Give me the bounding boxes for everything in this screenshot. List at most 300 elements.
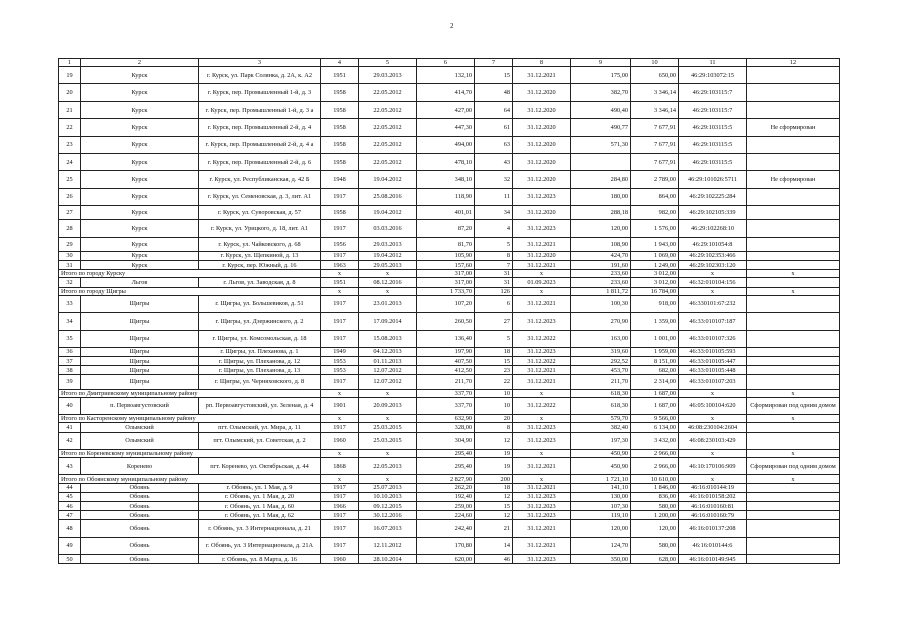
cell-note <box>747 520 840 537</box>
cell-deadline: 31.12.2021 <box>513 375 571 389</box>
cell-deadline: 31.12.2020 <box>513 251 571 260</box>
cell-year: 1958 <box>321 84 359 101</box>
cell-area: 170,80 <box>417 537 475 554</box>
cell-note <box>747 206 840 220</box>
table-row <box>59 220 840 237</box>
cell-deadline: 31.12.2022 <box>513 397 571 414</box>
cell-locality: Курск <box>81 220 199 237</box>
cell-cadastral: 46:16:010149:945 <box>679 555 747 564</box>
cell-residents: 12 <box>475 511 513 520</box>
cell-land-area: 3 012,00 <box>631 278 679 287</box>
cell-area: 337,70 <box>417 397 475 414</box>
cell-locality: Курск <box>81 237 199 251</box>
cell-date: 17.09.2014 <box>359 313 417 330</box>
cell-number: 33 <box>59 295 81 312</box>
cell-residents: 14 <box>475 537 513 554</box>
table-row <box>59 492 840 501</box>
cell-year: 1917 <box>321 511 359 520</box>
cell-living-area: 124,70 <box>571 537 631 554</box>
cell-year: 1951 <box>321 278 359 287</box>
cell-date: 12.07.2012 <box>359 375 417 389</box>
cell-cadastral: 46:32:010104:156 <box>679 278 747 287</box>
cell-deadline: 31.12.2021 <box>513 295 571 312</box>
cell-locality: Щигры <box>81 295 199 312</box>
cell-living-area: 288,18 <box>571 206 631 220</box>
cell-note <box>747 101 840 118</box>
table-row <box>59 423 840 432</box>
cell-address: г. Щигры, ул. Черняховского, д. 8 <box>199 375 321 389</box>
cell-year: x <box>321 449 359 457</box>
cell-cadastral: 46:29:103115:7 <box>679 84 747 101</box>
cell-deadline: x <box>513 475 571 483</box>
cell-number: 25 <box>59 171 81 188</box>
cell-residents: 48 <box>475 84 513 101</box>
cell-residents: 15 <box>475 67 513 84</box>
cell-year: 1917 <box>321 251 359 260</box>
column-number: 6 <box>417 59 475 67</box>
cell-land-area: 1 846,00 <box>631 483 679 492</box>
cell-living-area: 180,00 <box>571 188 631 205</box>
cell-deadline: 31.12.2021 <box>513 67 571 84</box>
cell-date: x <box>359 475 417 483</box>
cell-number: 23 <box>59 136 81 153</box>
cell-year: 1963 <box>321 260 359 269</box>
cell-cadastral: 46:16:010137:208 <box>679 520 747 537</box>
cell-date: 22.05.2012 <box>359 101 417 118</box>
cell-address: пгт. Коренево, ул. Октябрьская, д. 44 <box>199 458 321 475</box>
cell-living-area: 319,60 <box>571 347 631 356</box>
cell-cadastral: 46:29:102268:10 <box>679 220 747 237</box>
column-number: 8 <box>513 59 571 67</box>
cell-address: г. Обоянь, ул. 8 Марта, д. 16 <box>199 555 321 564</box>
cell-land-area: 864,00 <box>631 188 679 205</box>
cell-living-area: 382,40 <box>571 423 631 432</box>
cell-residents: 18 <box>475 347 513 356</box>
table-row <box>59 67 840 84</box>
cell-number: 41 <box>59 423 81 432</box>
cell-number: 47 <box>59 511 81 520</box>
table-row <box>59 432 840 449</box>
cell-year: x <box>321 475 359 483</box>
cell-land-area: 3 346,14 <box>631 101 679 118</box>
cell-locality: Щигры <box>81 357 199 366</box>
cell-area: 118,90 <box>417 188 475 205</box>
cell-area: 107,20 <box>417 295 475 312</box>
cell-year: 1958 <box>321 136 359 153</box>
cell-land-area: 7 677,91 <box>631 154 679 171</box>
cell-land-area: 2 314,00 <box>631 375 679 389</box>
cell-cadastral: 46:10:170106:909 <box>679 458 747 475</box>
cell-address: г. Курск, пер. Промышленный 2-й, д. 4 а <box>199 136 321 153</box>
cell-address: г. Курск, пер. Южный, д. 16 <box>199 260 321 269</box>
cell-locality: Коренево <box>81 458 199 475</box>
cell-year: x <box>321 287 359 295</box>
cell-area: 412,50 <box>417 366 475 375</box>
cell-number: 42 <box>59 432 81 449</box>
table-row <box>59 101 840 118</box>
table-row <box>59 397 840 414</box>
cell-land-area: 10 610,00 <box>631 475 679 483</box>
cell-area: 197,90 <box>417 347 475 356</box>
cell-land-area: 982,00 <box>631 206 679 220</box>
cell-date: 19.04.2012 <box>359 171 417 188</box>
cell-deadline: 31.12.2020 <box>513 154 571 171</box>
cell-area: 620,00 <box>417 555 475 564</box>
cell-date: 22.05.2012 <box>359 154 417 171</box>
cell-date: 03.03.2016 <box>359 220 417 237</box>
cell-cadastral: 46:29:103072:15 <box>679 67 747 84</box>
column-number: 2 <box>81 59 199 67</box>
cell-address: г. Обоянь, ул. 1 Мая, д. 20 <box>199 492 321 501</box>
subtotal-label: Итого по городу Щигры <box>59 287 321 295</box>
cell-note <box>747 357 840 366</box>
cell-deadline: 31.12.2023 <box>513 555 571 564</box>
cell-locality: Олымский <box>81 423 199 432</box>
cell-cadastral: 46:16:010144:6 <box>679 537 747 554</box>
cell-area: 242,40 <box>417 520 475 537</box>
cell-area: 81,70 <box>417 237 475 251</box>
cell-number: 24 <box>59 154 81 171</box>
cell-living-area: 120,00 <box>571 220 631 237</box>
cell-cadastral: 46:16:010144:19 <box>679 483 747 492</box>
cell-date: 08.12.2016 <box>359 278 417 287</box>
cell-date: 01.11.2013 <box>359 357 417 366</box>
cell-area: 211,70 <box>417 375 475 389</box>
cell-residents: 15 <box>475 357 513 366</box>
table-row <box>59 188 840 205</box>
cell-year: 1917 <box>321 188 359 205</box>
cell-living-area: 490,77 <box>571 119 631 136</box>
cell-address: г. Курск, ул. Семеновская, д. 3, лит. А1 <box>199 188 321 205</box>
cell-note <box>747 423 840 432</box>
cell-area: 260,50 <box>417 313 475 330</box>
subtotal-label: Итого по Касторенскому муниципальному району <box>59 415 321 423</box>
cell-date: 19.04.2012 <box>359 251 417 260</box>
cell-number: 35 <box>59 330 81 347</box>
table-row <box>59 136 840 153</box>
cell-area: 2 827,90 <box>417 475 475 483</box>
cell-land-area: 7 677,91 <box>631 119 679 136</box>
cell-area: 478,10 <box>417 154 475 171</box>
cell-area: 632,90 <box>417 415 475 423</box>
cell-deadline: 31.12.2020 <box>513 171 571 188</box>
cell-residents: 27 <box>475 313 513 330</box>
table-row <box>59 555 840 564</box>
cell-date: 29.05.2013 <box>359 260 417 269</box>
cell-number: 28 <box>59 220 81 237</box>
cell-locality: Курск <box>81 171 199 188</box>
cell-number: 45 <box>59 492 81 501</box>
cell-deadline: 01.09.2023 <box>513 278 571 287</box>
cell-living-area: 424,70 <box>571 251 631 260</box>
cell-area: 295,40 <box>417 458 475 475</box>
cell-residents: 126 <box>475 287 513 295</box>
cell-address: г. Курск, ул. Чайковского, д. 68 <box>199 237 321 251</box>
table-row <box>59 357 840 366</box>
cell-cadastral: 46:29:103115:5 <box>679 119 747 136</box>
cell-cadastral: 46:29:101026:5711 <box>679 171 747 188</box>
cell-land-area: 1 249,00 <box>631 260 679 269</box>
cell-area: 494,00 <box>417 136 475 153</box>
cell-date: x <box>359 287 417 295</box>
column-number-row <box>59 59 840 67</box>
cell-land-area: 836,00 <box>631 492 679 501</box>
cell-note <box>747 537 840 554</box>
cell-living-area: 191,60 <box>571 260 631 269</box>
cell-year: 1958 <box>321 154 359 171</box>
cell-living-area: 108,90 <box>571 237 631 251</box>
cell-locality: Курск <box>81 154 199 171</box>
cell-note <box>747 260 840 269</box>
cell-area: 317,00 <box>417 270 475 278</box>
cell-living-area: 270,90 <box>571 313 631 330</box>
cell-year: 1901 <box>321 397 359 414</box>
cell-address: г. Курск, ул. Щепкиной, д. 13 <box>199 251 321 260</box>
cell-residents: 7 <box>475 260 513 269</box>
cell-living-area: 130,00 <box>571 492 631 501</box>
cell-deadline: 31.12.2023 <box>513 432 571 449</box>
cell-residents: 64 <box>475 101 513 118</box>
cell-cadastral: x <box>679 389 747 397</box>
table-row <box>59 119 840 136</box>
cell-address: г. Обоянь, ул. 1 Мая, д. 62 <box>199 511 321 520</box>
cell-land-area: 1 943,00 <box>631 237 679 251</box>
cell-residents: 12 <box>475 492 513 501</box>
cell-living-area: 211,70 <box>571 375 631 389</box>
cell-year: 1917 <box>321 537 359 554</box>
cell-date: 10.10.2013 <box>359 492 417 501</box>
cell-number: 30 <box>59 251 81 260</box>
cell-land-area: 16 784,00 <box>631 287 679 295</box>
subtotal-row <box>59 475 840 483</box>
cell-note: x <box>747 389 840 397</box>
cell-date: 20.09.2013 <box>359 397 417 414</box>
cell-note: x <box>747 270 840 278</box>
cell-note <box>747 220 840 237</box>
cell-deadline: x <box>513 449 571 457</box>
cell-deadline: 31.12.2023 <box>513 502 571 511</box>
column-number: 10 <box>631 59 679 67</box>
cell-cadastral: 46:16:010160:79 <box>679 511 747 520</box>
cell-cadastral: x <box>679 475 747 483</box>
cell-land-area: 580,00 <box>631 502 679 511</box>
cell-year: 1949 <box>321 347 359 356</box>
cell-cadastral: x <box>679 449 747 457</box>
cell-date: 16.07.2013 <box>359 520 417 537</box>
cell-cadastral: 46:33:010105:447 <box>679 357 747 366</box>
cell-note <box>747 483 840 492</box>
cell-year: 1966 <box>321 502 359 511</box>
cell-cadastral: x <box>679 415 747 423</box>
cell-address: г. Курск, ул. Суворовская, д. 57 <box>199 206 321 220</box>
cell-locality: Курск <box>81 188 199 205</box>
cell-note <box>747 278 840 287</box>
cell-number: 40 <box>59 397 81 414</box>
subtotal-label: Итого по Дмитриевскому муниципальному району <box>59 389 321 397</box>
cell-living-area: 579,70 <box>571 415 631 423</box>
cell-year: 1951 <box>321 67 359 84</box>
cell-deadline: x <box>513 415 571 423</box>
cell-note <box>747 432 840 449</box>
cell-living-area: 175,00 <box>571 67 631 84</box>
cell-locality: п. Первоавгустовский <box>81 397 199 414</box>
cell-note <box>747 84 840 101</box>
cell-cadastral: 46:05:100104:620 <box>679 397 747 414</box>
cell-number: 39 <box>59 375 81 389</box>
cell-note: Сформирован под одним домом <box>747 397 840 414</box>
cell-living-area: 233,60 <box>571 270 631 278</box>
cell-locality: Щигры <box>81 313 199 330</box>
cell-living-area: 107,30 <box>571 502 631 511</box>
cell-living-area: 618,30 <box>571 389 631 397</box>
cell-living-area: 120,00 <box>571 520 631 537</box>
cell-residents: 8 <box>475 423 513 432</box>
cell-date: 29.03.2013 <box>359 237 417 251</box>
cell-date: 23.01.2013 <box>359 295 417 312</box>
subtotal-label: Итого по городу Курску <box>59 270 321 278</box>
cell-area: 427,00 <box>417 101 475 118</box>
cell-deadline: 31.12.2021 <box>513 483 571 492</box>
column-number: 9 <box>571 59 631 67</box>
cell-locality: Щигры <box>81 366 199 375</box>
table-row <box>59 206 840 220</box>
subtotal-row <box>59 415 840 423</box>
cell-address: пгт. Олымский, ул. Мира, д. 11 <box>199 423 321 432</box>
cell-cadastral: 46:33:010107:326 <box>679 330 747 347</box>
column-number: 12 <box>747 59 840 67</box>
cell-locality: Щигры <box>81 375 199 389</box>
cell-address: г. Щигры, ул. Плеханова, д. 12 <box>199 357 321 366</box>
cell-year: 1917 <box>321 483 359 492</box>
cell-land-area: 918,00 <box>631 295 679 312</box>
cell-note: Сформирован под одним домом <box>747 458 840 475</box>
cell-address: г. Курск, ул. Парк Солянка, д. 2А, к. А2 <box>199 67 321 84</box>
cell-locality: Щигры <box>81 347 199 356</box>
cell-residents: 23 <box>475 366 513 375</box>
cell-note <box>747 154 840 171</box>
cell-year: 1917 <box>321 220 359 237</box>
cell-land-area: 580,00 <box>631 537 679 554</box>
cell-residents: 61 <box>475 119 513 136</box>
cell-area: 224,60 <box>417 511 475 520</box>
cell-cadastral: 46:29:102353:466 <box>679 251 747 260</box>
cell-year: 1917 <box>321 330 359 347</box>
table-row <box>59 520 840 537</box>
cell-year: 1917 <box>321 375 359 389</box>
cell-living-area: 197,30 <box>571 432 631 449</box>
cell-land-area: 1 687,00 <box>631 389 679 397</box>
cell-area: 447,30 <box>417 119 475 136</box>
cell-address: рп. Первоавгустовский, ул. Зеленая, д. 4 <box>199 397 321 414</box>
cell-date: x <box>359 389 417 397</box>
cell-address: г. Щигры, ул. Комсомольская, д. 18 <box>199 330 321 347</box>
cell-living-area <box>571 154 631 171</box>
cell-number: 26 <box>59 188 81 205</box>
cell-deadline: 31.12.2021 <box>513 520 571 537</box>
cell-deadline: 31.12.2023 <box>513 492 571 501</box>
cell-deadline: 31.12.2020 <box>513 206 571 220</box>
table-row <box>59 278 840 287</box>
cell-date: 25.08.2016 <box>359 188 417 205</box>
cell-number: 34 <box>59 313 81 330</box>
table-row <box>59 84 840 101</box>
cell-deadline: 31.12.2023 <box>513 347 571 356</box>
cell-land-area: 628,00 <box>631 555 679 564</box>
cell-note <box>747 330 840 347</box>
cell-date: 25.03.2015 <box>359 423 417 432</box>
cell-area: 407,50 <box>417 357 475 366</box>
cell-date: 25.03.2015 <box>359 432 417 449</box>
cell-deadline: 31.12.2020 <box>513 136 571 153</box>
cell-area: 401,01 <box>417 206 475 220</box>
table-row <box>59 260 840 269</box>
cell-locality: Обоянь <box>81 492 199 501</box>
cell-land-area: 9 566,00 <box>631 415 679 423</box>
cell-locality: Обоянь <box>81 502 199 511</box>
cell-land-area: 1 359,00 <box>631 313 679 330</box>
cell-area: 262,20 <box>417 483 475 492</box>
cell-address: г. Курск, пер. Промышленный 2-й, д. 6 <box>199 154 321 171</box>
cell-deadline: 31.12.2021 <box>513 260 571 269</box>
cell-number: 27 <box>59 206 81 220</box>
cell-area: 328,00 <box>417 423 475 432</box>
cell-number: 49 <box>59 537 81 554</box>
cell-number: 21 <box>59 101 81 118</box>
cell-locality: Обоянь <box>81 483 199 492</box>
column-number: 1 <box>59 59 81 67</box>
cell-address: г. Обоянь, ул. 1 Мая, д. 9 <box>199 483 321 492</box>
cell-area: 348,10 <box>417 171 475 188</box>
cell-note <box>747 492 840 501</box>
cell-cadastral: 46:29:102303:120 <box>679 260 747 269</box>
cell-area: 304,90 <box>417 432 475 449</box>
cell-area: 1 733,70 <box>417 287 475 295</box>
cell-cadastral: x <box>679 287 747 295</box>
cell-note <box>747 366 840 375</box>
cell-living-area: 450,90 <box>571 458 631 475</box>
cell-cadastral: 46:33:010107:187 <box>679 313 747 330</box>
cell-residents: 20 <box>475 415 513 423</box>
subtotal-row <box>59 389 840 397</box>
cell-residents: 32 <box>475 171 513 188</box>
cell-date: x <box>359 270 417 278</box>
cell-locality: Курск <box>81 136 199 153</box>
table-row <box>59 511 840 520</box>
cell-locality: Курск <box>81 119 199 136</box>
cell-residents: 21 <box>475 520 513 537</box>
apartment-buildings-table <box>58 58 840 564</box>
cell-note <box>747 136 840 153</box>
cell-date: 22.05.2013 <box>359 458 417 475</box>
table-row <box>59 154 840 171</box>
cell-note <box>747 237 840 251</box>
cell-residents: 8 <box>475 251 513 260</box>
cell-date: 15.08.2013 <box>359 330 417 347</box>
cell-address: г. Щигры, ул. Плеханова, д. 1 <box>199 347 321 356</box>
cell-land-area: 1 959,00 <box>631 347 679 356</box>
cell-living-area: 119,10 <box>571 511 631 520</box>
cell-note <box>747 502 840 511</box>
cell-deadline: 31.12.2021 <box>513 237 571 251</box>
cell-date: x <box>359 415 417 423</box>
cell-year: 1948 <box>321 171 359 188</box>
cell-address: г. Льгов, ул. Заводская, д. 8 <box>199 278 321 287</box>
cell-year: 1917 <box>321 423 359 432</box>
cell-deadline: 31.12.2020 <box>513 84 571 101</box>
cell-date: 22.05.2012 <box>359 119 417 136</box>
subtotal-row <box>59 449 840 457</box>
cell-note <box>747 555 840 564</box>
